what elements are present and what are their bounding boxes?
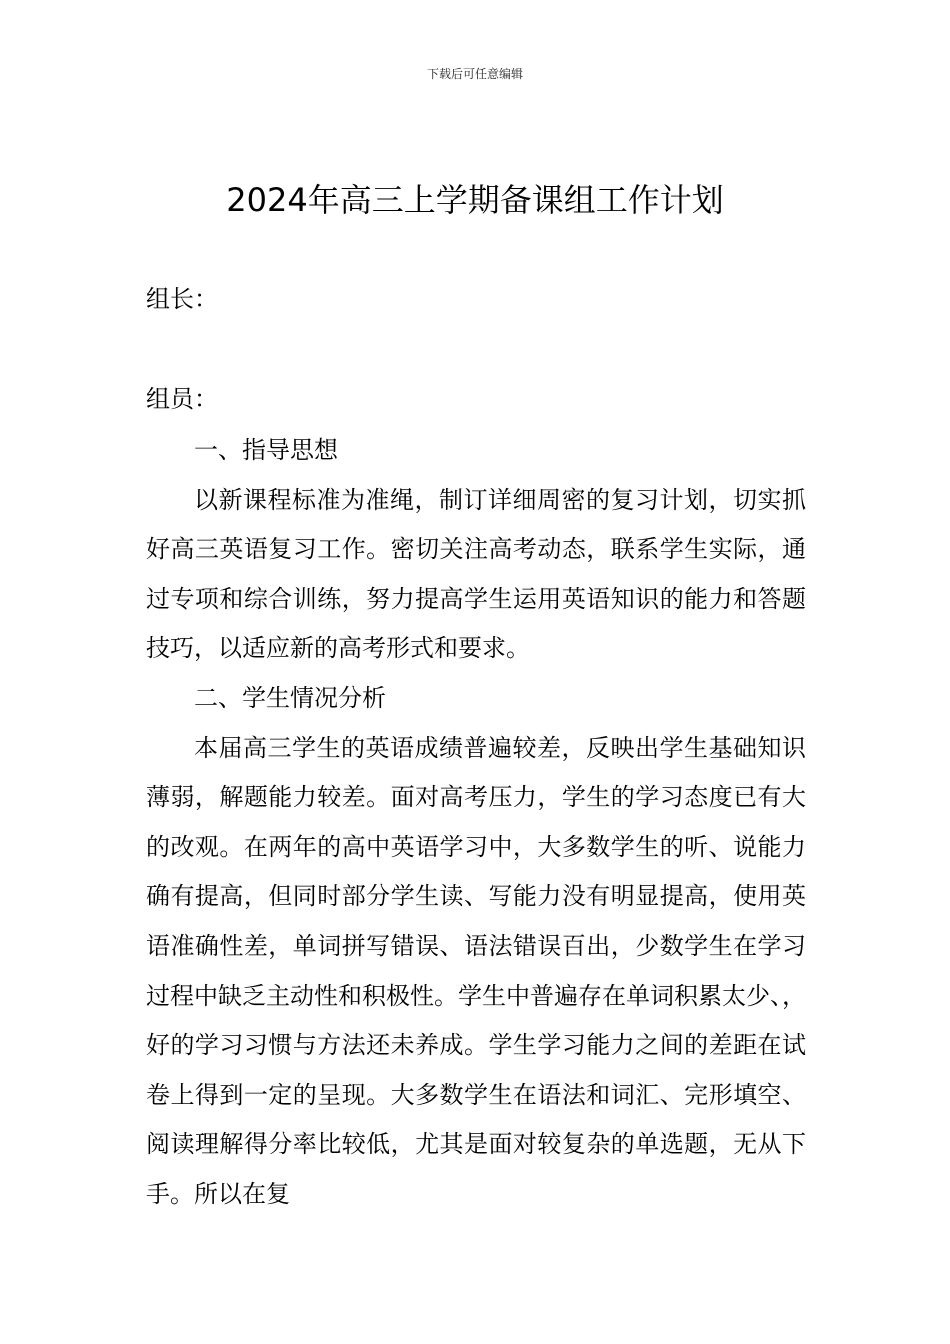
section-paragraph-guiding-ideology: 以新课程标准为准绳，制订详细周密的复习计划，切实抓好高三英语复习工作。密切关注高考动态，联系学生实际，通过专项和综合训练，努力提高学生运用英语知识的能力和答题技巧，以适应新的高考形式和要求。 [146,485,806,663]
page-header: 下载后可任意编辑 [426,67,523,81]
document-body [146,426,806,1220]
section-heading-student-analysis: 二、学生情况分析 [194,683,386,712]
document-title: 2024年高三上学期备课组工作计划 [226,181,724,219]
section-heading-guiding-ideology: 一、指导思想 [194,436,338,464]
section-paragraph-student-analysis: 本届高三学生的英语成绩普遍较差，反映出学生基础知识薄弱，解题能力较差。面对高考压力，学生的学习态度已有大的改观。在两年的高中英语学习中，大多数学生的听、说能力确有提高，但同时部分学生读、写能力没有明显提高，使用英语准确性差，单词拼写错误、语法错误百出，少数学生在学习过程中缺乏主动性和积极性。学生中普遍存在单词积累太少、，好的学习习惯与方法还未养成。学生学习能力之间的差距在试卷上得到一定的呈现。大多数学生在语法和词汇、完形填空、阅读理解得分率比较低，尤其是面对较复杂的单选题，无从下手。所以在复 [146,733,806,1208]
leader-label: 组长： [146,285,218,313]
members-label: 组员： [146,385,218,413]
